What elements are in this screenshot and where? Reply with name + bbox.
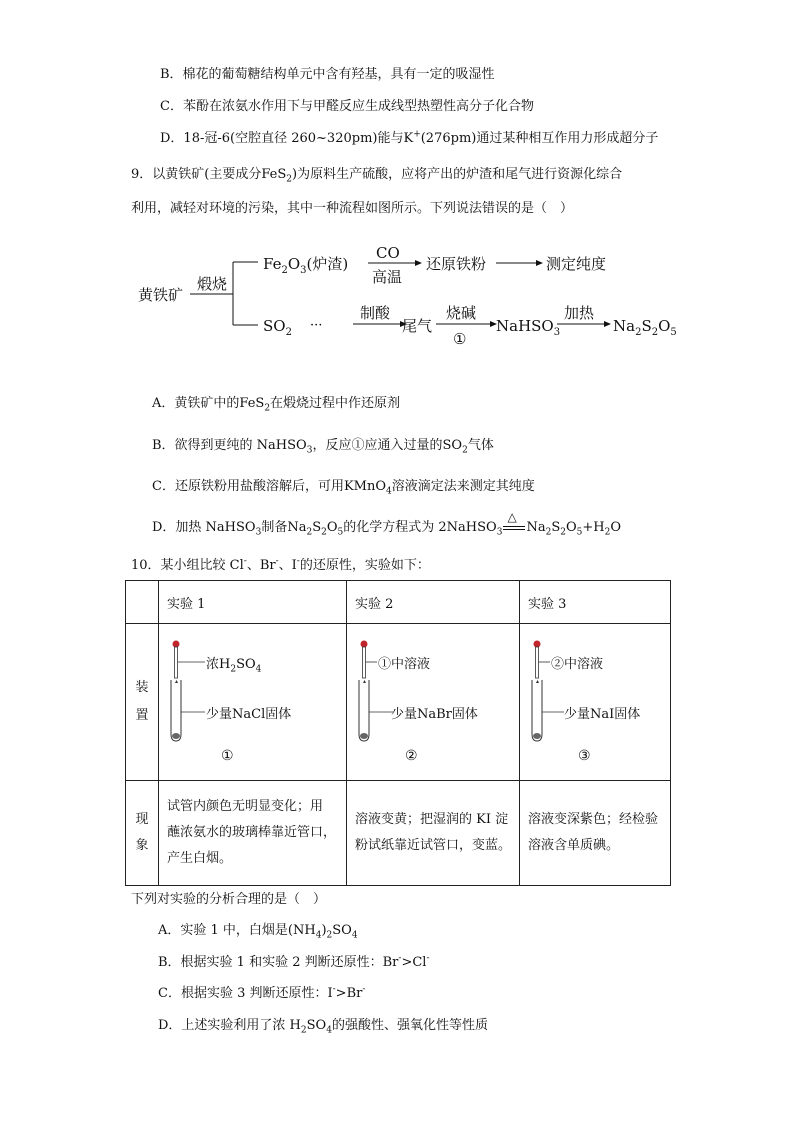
flow-step-1: ① — [453, 330, 467, 348]
flow-ore: 黄铁矿 — [138, 286, 184, 304]
header-exp2: 实验 2 — [347, 581, 520, 624]
phenomenon-exp1: 试管内颜色无明显变化；用 蘸浓氨水的玻璃棒靠近管口， 产生白烟。 — [159, 781, 347, 886]
apparatus-exp3 — [520, 624, 671, 781]
delta-heat-symbol: △ — [507, 510, 517, 524]
flow-nahso3: NaHSO$_3$ — [496, 317, 561, 338]
test-tube-icon — [171, 680, 181, 741]
solid-sample-icon — [360, 733, 368, 739]
q10-option-d: D．上述实验利用了浓 $H_2SO_4$的强酸性、强氧化性等性质 — [158, 1018, 488, 1036]
q10-option-c: C．根据实验 3 判断还原性：I->Br- — [158, 984, 366, 1001]
q10-experiment-table — [125, 580, 671, 886]
flow-calcine: 煅烧 — [197, 275, 228, 293]
exp2-solid-label: 少量NaBr固体 — [391, 707, 478, 722]
drop-icon — [536, 680, 539, 683]
flow-tail-gas: 尾气 — [402, 317, 433, 335]
flow-co: CO — [376, 244, 400, 262]
dropper-bulb-icon — [173, 641, 180, 648]
header-blank — [126, 581, 159, 624]
q10-option-b: B．根据实验 1 和实验 2 判断还原性：Br->Cl- — [158, 953, 430, 970]
exp3-reagent-label: ②中溶液 — [551, 657, 604, 672]
test-tube-icon — [359, 680, 369, 741]
q10-question: 下列对实验的分析合理的是（ ） — [131, 892, 327, 907]
dropper-bulb-icon — [361, 641, 368, 648]
exp2-number: ② — [405, 748, 418, 764]
flow-high-temp: 高温 — [372, 268, 403, 286]
test-tube-diagram-3 — [520, 624, 670, 780]
phenomenon-exp3: 溶液变深紫色；经检验 溶液含单质碘。 — [520, 781, 671, 886]
q9-option-a: A．黄铁矿中的FeS$_2$在煅烧过程中作还原剂 — [152, 396, 401, 414]
exp3-number: ③ — [578, 748, 591, 764]
header-exp1: 实验 1 — [159, 581, 347, 624]
exp1-reagent-label: 浓$H_2SO_4$ — [206, 657, 262, 675]
q9-stem-line2: 利用，减轻对环境的污染，其中一种流程如图所示。下列说法错误的是（ ） — [131, 201, 574, 216]
q9-option-d: D．加热 NaHSO$_3$制备$Na_2S_2O_5$的化学方程式为 2NaHSO$_3$ △ $Na_2S_2O_5+H_2O$ — [152, 510, 621, 538]
arrowhead-co — [415, 260, 422, 266]
q9-option-b: B．欲得到更纯的 NaHSO$_3$，反应①应通入过量的$SO_2$气体 — [152, 438, 494, 456]
flow-so2: $SO_2$ — [263, 317, 292, 338]
table-apparatus-row — [126, 624, 671, 781]
q10-option-a: A．实验 1 中，白烟是$(NH_4)_2SO_4$ — [158, 923, 358, 941]
drop-icon — [175, 680, 178, 683]
test-tube-icon — [532, 680, 542, 741]
q8-option-d: D．18-冠-6(空腔直径 260~320pm)能与K+(276pm)通过某种相互作用力形成超分子 — [160, 129, 659, 146]
flow-heat: 加热 — [564, 304, 595, 322]
apparatus-exp2 — [347, 624, 520, 781]
table-phenomenon-row — [126, 781, 671, 886]
apparatus-exp1 — [159, 624, 347, 781]
exp1-number: ① — [221, 748, 234, 764]
q9-stem-line1: 9．以黄铁矿(主要成分FeS$_2$)为原料生产硫酸，应将产出的炉渣和尾气进行资源化综合 — [131, 167, 623, 185]
drop-icon — [363, 680, 366, 683]
flow-measure-purity: 测定纯度 — [546, 255, 607, 273]
flow-dots: ··· — [310, 318, 323, 333]
test-tube-diagram-2 — [347, 624, 519, 780]
q9-flow-diagram — [130, 232, 690, 362]
apparatus-label: 装 置 — [126, 624, 159, 781]
exp3-solid-label: 少量NaI固体 — [564, 707, 641, 722]
solid-sample-icon — [172, 733, 180, 739]
arrowhead-measure — [536, 260, 543, 266]
dropper-icon — [536, 647, 539, 678]
q8-option-c: C．苯酚在浓氨水作用下与甲醛反应生成线型热塑性高分子化合物 — [160, 99, 534, 114]
exp1-solid-label: 少量NaCl固体 — [206, 707, 292, 722]
dropper-icon — [175, 647, 178, 678]
phenomenon-label: 现 象 — [126, 781, 159, 886]
dropper-icon — [363, 647, 366, 678]
test-tube-diagram-1 — [159, 624, 346, 780]
q9-option-c: C．还原铁粉用盐酸溶解后，可用KMnO$_4$溶液滴定法来测定其纯度 — [152, 479, 535, 497]
header-exp3: 实验 3 — [520, 581, 671, 624]
phenomenon-exp2: 溶液变黄；把湿润的 KI 淀 粉试纸靠近试管口，变蓝。 — [347, 781, 520, 886]
flow-caustic: 烧碱 — [446, 304, 477, 322]
dropper-bulb-icon — [534, 641, 541, 648]
flow-reduced-iron: 还原铁粉 — [426, 255, 487, 273]
table-header-row — [126, 581, 671, 624]
exp2-reagent-label: ①中溶液 — [378, 657, 431, 672]
q10-stem: 10．某小组比较 Cl-、Br-、I-的还原性，实验如下： — [131, 556, 430, 573]
flow-fe2o3: $Fe_2O_3$(炉渣) — [263, 255, 349, 276]
flow-na2s2o5: $Na_2S_2O_5$ — [613, 317, 677, 338]
solid-sample-icon — [533, 733, 541, 739]
flow-make-acid: 制酸 — [360, 304, 391, 322]
q8-option-b: B．棉花的葡萄糖结构单元中含有羟基，具有一定的吸湿性 — [160, 67, 495, 82]
arrowhead-heat — [604, 321, 611, 327]
